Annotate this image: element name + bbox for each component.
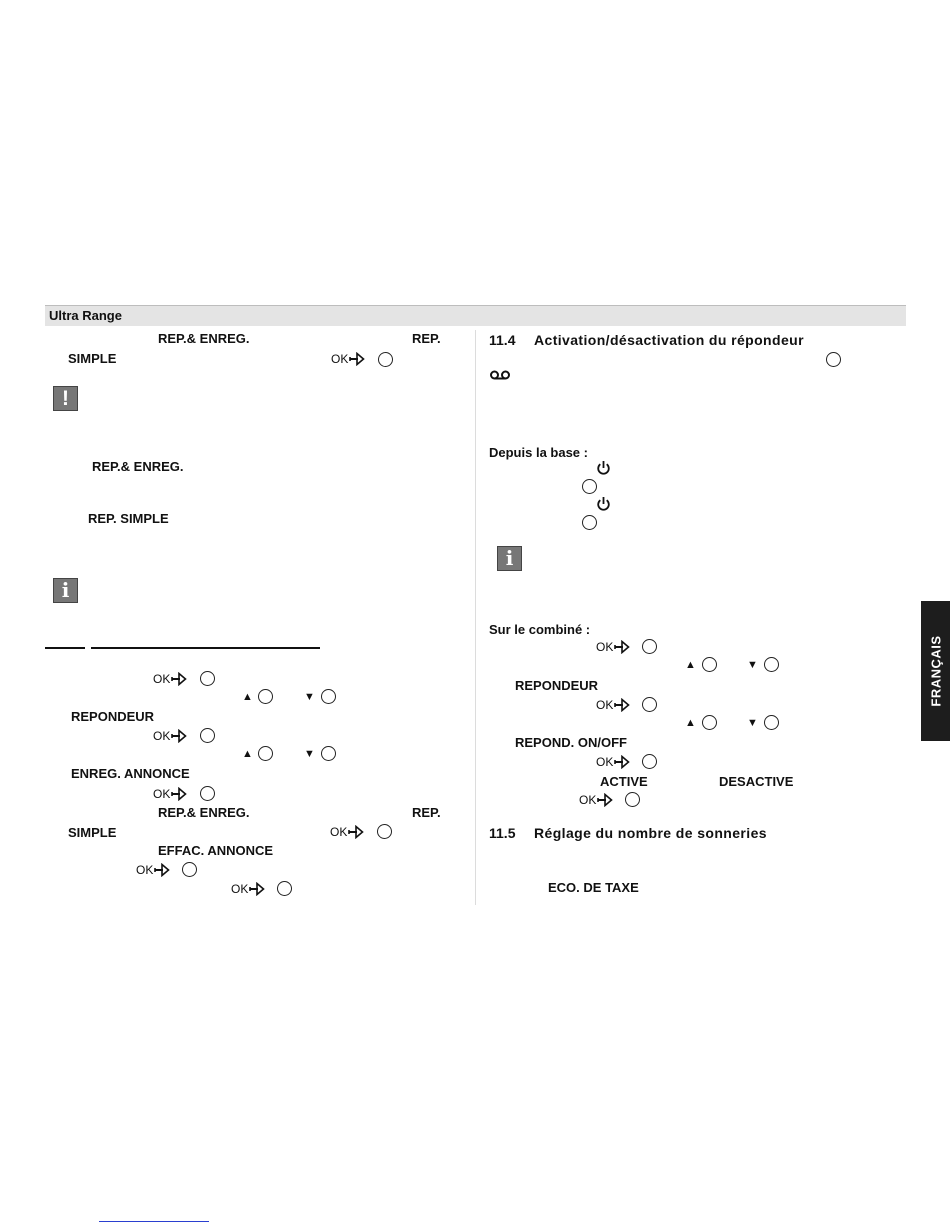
header-title: Ultra Range bbox=[49, 308, 122, 323]
ok-key bbox=[596, 696, 632, 714]
ok-key bbox=[579, 791, 615, 809]
menu-simple: SIMPLE bbox=[68, 825, 117, 840]
ok-key bbox=[596, 753, 632, 771]
power-icon bbox=[596, 496, 611, 512]
mode-simple-label: SIMPLE bbox=[68, 351, 117, 366]
footer-link-line bbox=[99, 1221, 209, 1222]
ok-key bbox=[331, 350, 367, 368]
ok-label: OK bbox=[596, 640, 614, 654]
ok-label: OK bbox=[231, 882, 249, 896]
key-circle bbox=[321, 689, 336, 704]
key-circle bbox=[378, 352, 393, 367]
option-active: ACTIVE bbox=[600, 774, 648, 789]
menu-enreg-annonce: ENREG. ANNONCE bbox=[71, 766, 190, 781]
mode-b-description-label: REP. SIMPLE bbox=[88, 511, 169, 526]
down-arrow-icon: ▼ bbox=[304, 691, 315, 703]
ok-arrow-icon bbox=[348, 825, 364, 839]
ok-label: OK bbox=[330, 825, 348, 839]
key-circle bbox=[764, 715, 779, 730]
section-11-4-number: 11.4 bbox=[489, 332, 516, 348]
language-tab-label: FRANÇAIS bbox=[928, 635, 943, 707]
down-arrow-icon: ▼ bbox=[747, 659, 758, 671]
ok-key bbox=[153, 670, 189, 688]
warning-icon: ! bbox=[53, 386, 78, 411]
up-arrow-icon: ▲ bbox=[685, 659, 696, 671]
ok-label: OK bbox=[579, 793, 597, 807]
key-circle bbox=[582, 479, 597, 494]
option-desactive: DESACTIVE bbox=[719, 774, 794, 789]
section-rule-short bbox=[45, 647, 85, 649]
up-arrow-icon: ▲ bbox=[242, 691, 253, 703]
ok-arrow-icon bbox=[171, 787, 187, 801]
info-icon: i bbox=[497, 546, 522, 571]
menu-repondeur: REPONDEUR bbox=[71, 709, 155, 724]
menu-mode-a: REP.& ENREG. bbox=[158, 805, 250, 820]
key-circle bbox=[258, 689, 273, 704]
ok-key bbox=[153, 785, 189, 803]
key-circle bbox=[642, 639, 657, 654]
ok-key bbox=[330, 823, 366, 841]
ok-arrow-icon bbox=[171, 672, 187, 686]
ok-key bbox=[153, 727, 189, 745]
ok-label: OK bbox=[596, 698, 614, 712]
key-circle bbox=[642, 697, 657, 712]
key-circle bbox=[200, 728, 215, 743]
section-11-5-number: 11.5 bbox=[489, 825, 516, 841]
key-circle bbox=[702, 657, 717, 672]
column-divider bbox=[475, 330, 476, 905]
key-circle bbox=[702, 715, 717, 730]
voicemail-icon bbox=[489, 370, 511, 381]
ok-key bbox=[231, 880, 267, 898]
ok-arrow-icon bbox=[614, 755, 630, 769]
ok-arrow-icon bbox=[171, 729, 187, 743]
ok-key bbox=[136, 861, 172, 879]
menu-effac-annonce: EFFAC. ANNONCE bbox=[158, 843, 274, 858]
menu-repondeur: REPONDEUR bbox=[515, 678, 599, 693]
ok-arrow-icon bbox=[597, 793, 613, 807]
ok-arrow-icon bbox=[614, 640, 630, 654]
ok-label: OK bbox=[596, 755, 614, 769]
mode-a-description-label: REP.& ENREG. bbox=[92, 459, 184, 474]
ok-label: OK bbox=[153, 729, 171, 743]
header-band bbox=[45, 306, 906, 326]
language-tab-label-wrap bbox=[921, 601, 950, 741]
menu-mode-b: REP. bbox=[412, 805, 441, 820]
key-circle bbox=[625, 792, 640, 807]
power-icon bbox=[596, 460, 611, 476]
mode-rep-label: REP. bbox=[412, 331, 441, 346]
key-circle bbox=[200, 786, 215, 801]
down-arrow-icon: ▼ bbox=[747, 717, 758, 729]
up-arrow-icon: ▲ bbox=[242, 748, 253, 760]
menu-eco-taxe: ECO. DE TAXE bbox=[548, 880, 639, 895]
down-arrow-icon: ▼ bbox=[304, 748, 315, 760]
key-circle bbox=[321, 746, 336, 761]
ok-label: OK bbox=[136, 863, 154, 877]
key-circle bbox=[277, 881, 292, 896]
ok-arrow-icon bbox=[614, 698, 630, 712]
up-arrow-icon: ▲ bbox=[685, 717, 696, 729]
ok-label: OK bbox=[331, 352, 349, 366]
ok-label: OK bbox=[153, 672, 171, 686]
ok-arrow-icon bbox=[249, 882, 265, 896]
section-11-5-title: Réglage du nombre de sonneries bbox=[534, 825, 767, 841]
key-circle bbox=[182, 862, 197, 877]
ok-arrow-icon bbox=[154, 863, 170, 877]
mode-rep-enreg: REP.& ENREG. bbox=[158, 331, 250, 346]
key-circle bbox=[377, 824, 392, 839]
key-circle bbox=[764, 657, 779, 672]
section-11-4-title: Activation/désactivation du répondeur bbox=[534, 332, 804, 348]
key-circle bbox=[826, 352, 841, 367]
ok-label: OK bbox=[153, 787, 171, 801]
key-circle bbox=[200, 671, 215, 686]
ok-key bbox=[596, 638, 632, 656]
menu-repond-onoff: REPOND. ON/OFF bbox=[515, 735, 627, 750]
info-icon: i bbox=[53, 578, 78, 603]
ok-arrow-icon bbox=[349, 352, 365, 366]
section-rule-long bbox=[91, 647, 320, 649]
key-circle bbox=[642, 754, 657, 769]
key-circle bbox=[582, 515, 597, 530]
handset-heading: Sur le combiné : bbox=[489, 622, 591, 637]
base-heading: Depuis la base : bbox=[489, 445, 588, 460]
key-circle bbox=[258, 746, 273, 761]
